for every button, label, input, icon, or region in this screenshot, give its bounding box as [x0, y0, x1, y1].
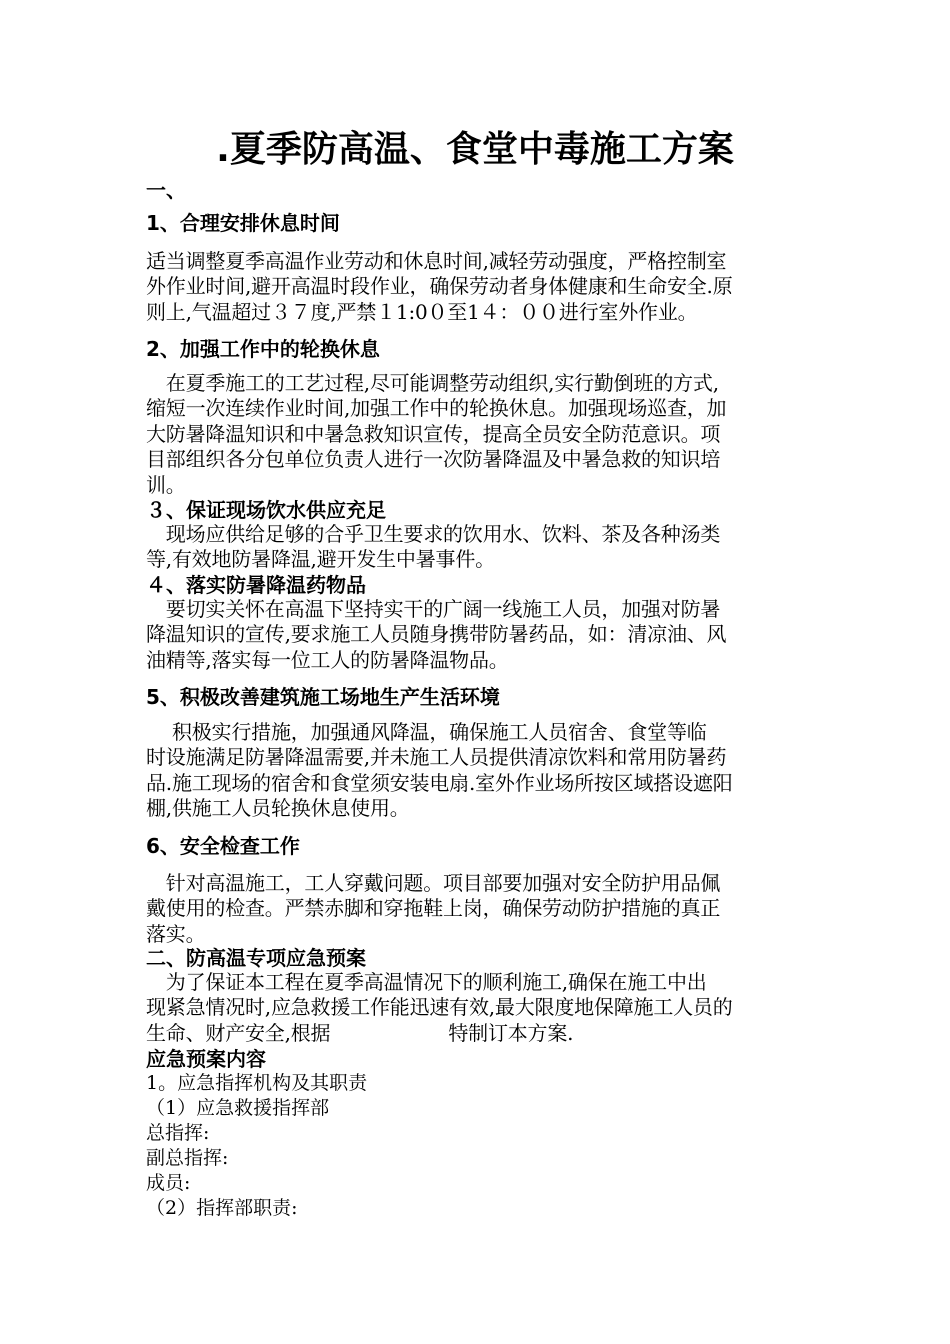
body-line-with-blank	[146, 1021, 811, 1046]
plan-item: 副总指挥:	[146, 1147, 229, 1169]
body-line: 适当调整夏季高温作业劳动和休息时间,减轻劳动强度，严格控制室	[146, 249, 727, 273]
body-line: 则上,气温超过３７度,严禁１1:0０至1４：００进行室外作业。	[146, 299, 698, 324]
section-3-heading: ３、保证现场饮水供应充足	[146, 498, 386, 522]
body-line: 戴使用的检查。严禁赤脚和穿拖鞋上岗，确保劳动防护措施的真正	[146, 896, 721, 921]
body-line: 为了保证本工程在夏季高温情况下的顺利施工,确保在施工中出	[146, 970, 707, 994]
body-line: 油精等,落实每一位工人的防暑降温物品。	[146, 647, 509, 672]
plan-item: 1。应急指挥机构及其职责	[146, 1072, 368, 1094]
body-line: 大防暑降温知识和中暑急救知识宣传，提高全员安全防范意识。项	[146, 421, 721, 446]
body-line: 现紧急情况时,应急救援工作能迅速有效,最大限度地保障施工人员的	[146, 995, 733, 1020]
section-4-body	[146, 597, 811, 673]
body-line: 落实。	[146, 921, 206, 946]
body-line: 等,有效地防暑降温,避开发生中暑事件。	[146, 547, 495, 572]
part-2-heading: 二、防高温专项应急预案	[146, 946, 366, 970]
part1-marker: 一、	[146, 178, 186, 202]
body-line: 缩短一次连续作业时间,加强工作中的轮换休息。加强现场巡查，加	[146, 396, 727, 421]
body-line: 要切实关怀在高温下坚持实干的广阔一线施工人员，加强对防暑	[146, 597, 721, 621]
section-2-heading: 2、加强工作中的轮换休息	[146, 337, 380, 361]
part-2-body	[146, 970, 811, 1046]
section-4-heading: ４、落实防暑降温药物品	[146, 573, 366, 597]
document-title: .夏季防高温、食堂中毒施工方案	[216, 129, 734, 170]
section-6-body	[146, 871, 811, 947]
section-1-heading: 1、合理安排休息时间	[146, 211, 340, 235]
plan-items	[146, 1071, 811, 1221]
plan-item: 成员:	[146, 1172, 191, 1194]
body-line: 棚,供施工人员轮换休息使用。	[146, 796, 410, 821]
plan-item: （2）指挥部职责:	[146, 1197, 298, 1219]
body-line: 现场应供给足够的合乎卫生要求的饮用水、饮料、茶及各种汤类	[146, 522, 721, 546]
plan-item: （1）应急救援指挥部	[146, 1097, 330, 1119]
body-line: 时设施满足防暑降温需要,并未施工人员提供清凉饮料和常用防暑药	[146, 745, 727, 770]
section-1-body	[146, 249, 811, 325]
body-line: 训。	[146, 472, 186, 497]
body-line: 降温知识的宣传,要求施工人员随身携带防暑药品，如：清凉油、风	[146, 622, 727, 647]
body-line: 针对高温施工，工人穿戴问题。项目部要加强对安全防护用品佩	[146, 871, 721, 895]
plan-heading: 应急预案内容	[146, 1047, 266, 1071]
body-line-end: 特制订本方案.	[448, 1020, 574, 1045]
plan-item: 总指挥:	[146, 1122, 210, 1144]
body-line: 在夏季施工的工艺过程,尽可能调整劳动组织,实行勤倒班的方式,	[146, 371, 719, 395]
section-2-body	[146, 371, 811, 498]
section-5-body	[146, 720, 811, 822]
body-line-start: 生命、财产安全,根据	[146, 1020, 331, 1045]
body-line: 目部组织各分包单位负责人进行一次防暑降温及中暑急救的知识培	[146, 447, 721, 472]
body-line: 外作业时间,避开高温时段作业，确保劳动者身体健康和生命安全.原	[146, 274, 733, 299]
body-line: 品.施工现场的宿舍和食堂须安装电扇.室外作业场所按区域搭设遮阳	[146, 770, 733, 795]
section-6-heading: 6、安全检查工作	[146, 834, 300, 858]
body-line: 积极实行措施，加强通风降温，确保施工人员宿舍、食堂等临	[146, 720, 707, 744]
section-5-heading: 5、积极改善建筑施工场地生产生活环境	[146, 685, 500, 709]
section-3-body	[146, 522, 811, 573]
